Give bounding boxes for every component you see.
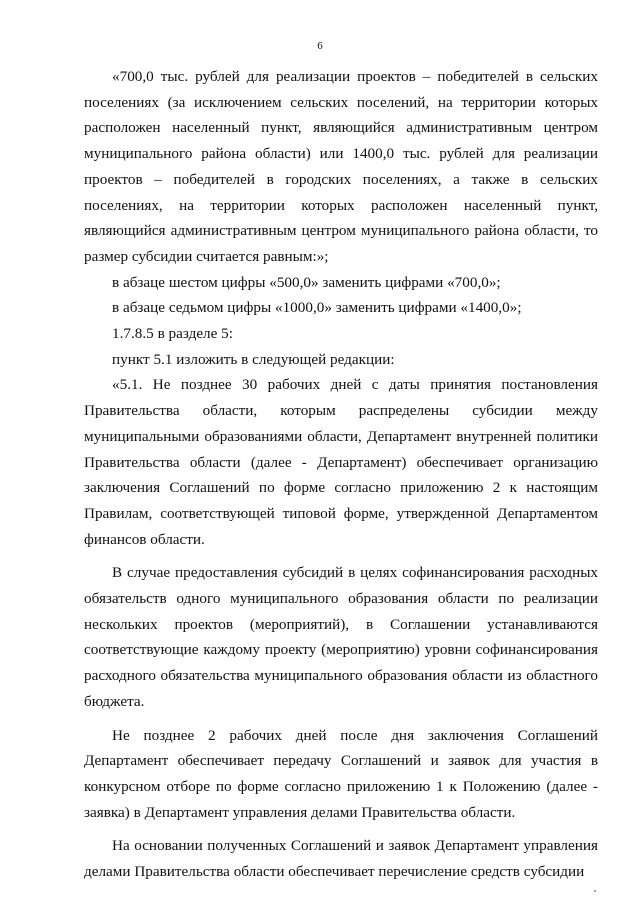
- paragraph-cofinancing: В случае предоставления субсидий в целях софинансирования расходных обязательств одного муниципального образования области по реализации нескольких проектов (мероприятий), в Соглашении устанавливаются соответствующие каждому проекту (мероприятию) уровни софинансирования расходного обязательства муниципального образования области из областного бюджета.: [84, 564, 598, 710]
- paragraph-clause-5-1-intro: пункт 5.1 изложить в следующей редакции:: [112, 350, 395, 368]
- paragraph-amend-sixth: в абзаце шестом цифры «500,0» заменить цифрами «700,0»;: [112, 273, 501, 291]
- page-number: 6: [317, 40, 323, 52]
- paragraph-section-5: 1.7.8.5 в разделе 5:: [112, 325, 233, 343]
- document-body: [84, 64, 598, 885]
- paragraph-amend-seventh: в абзаце седьмом цифры «1000,0» заменить цифрами «1400,0»;: [112, 299, 522, 317]
- paragraph-clause-5-1: «5.1. Не позднее 30 рабочих дней с даты принятия постановления Правительства области, которым распределены субсидии между муниципальными образованиями области, Департамент внутренней политики Правительства области (далее - Департамент) обеспечивает организацию заключения Соглашений по форме согласно приложению 2 к настоящим Правилам, соответствующей типовой форме, утвержденной Департаментом финансов области.: [84, 376, 598, 548]
- paragraph-subsidy-amount: «700,0 тыс. рублей для реализации проектов – победителей в сельских поселениях (за исключением сельских поселений, на территории которых расположен населенный пункт, являющийся административным центром муниципального района области) или 1400,0 тыс. рублей для реализации проектов – победителей в городских поселениях, а также в сельских поселениях, на территории которых расположен населенный пункт, являющийся административным центром муниципального района области, то размер субсидии считается равным:»;: [84, 68, 598, 265]
- paragraph-transfer: Не позднее 2 рабочих дней после дня заключения Соглашений Департамент обеспечивает передачу Соглашений и заявок для участия в конкурсном отборе по форме согласно приложению 1 к Положению (далее - заявка) в Департамент управления делами Правительства области.: [84, 726, 598, 821]
- scan-speck: [594, 890, 596, 892]
- paragraph-payment: На основании полученных Соглашений и заявок Департамент управления делами Правительства области обеспечивает перечисление средств субсидии: [84, 837, 598, 881]
